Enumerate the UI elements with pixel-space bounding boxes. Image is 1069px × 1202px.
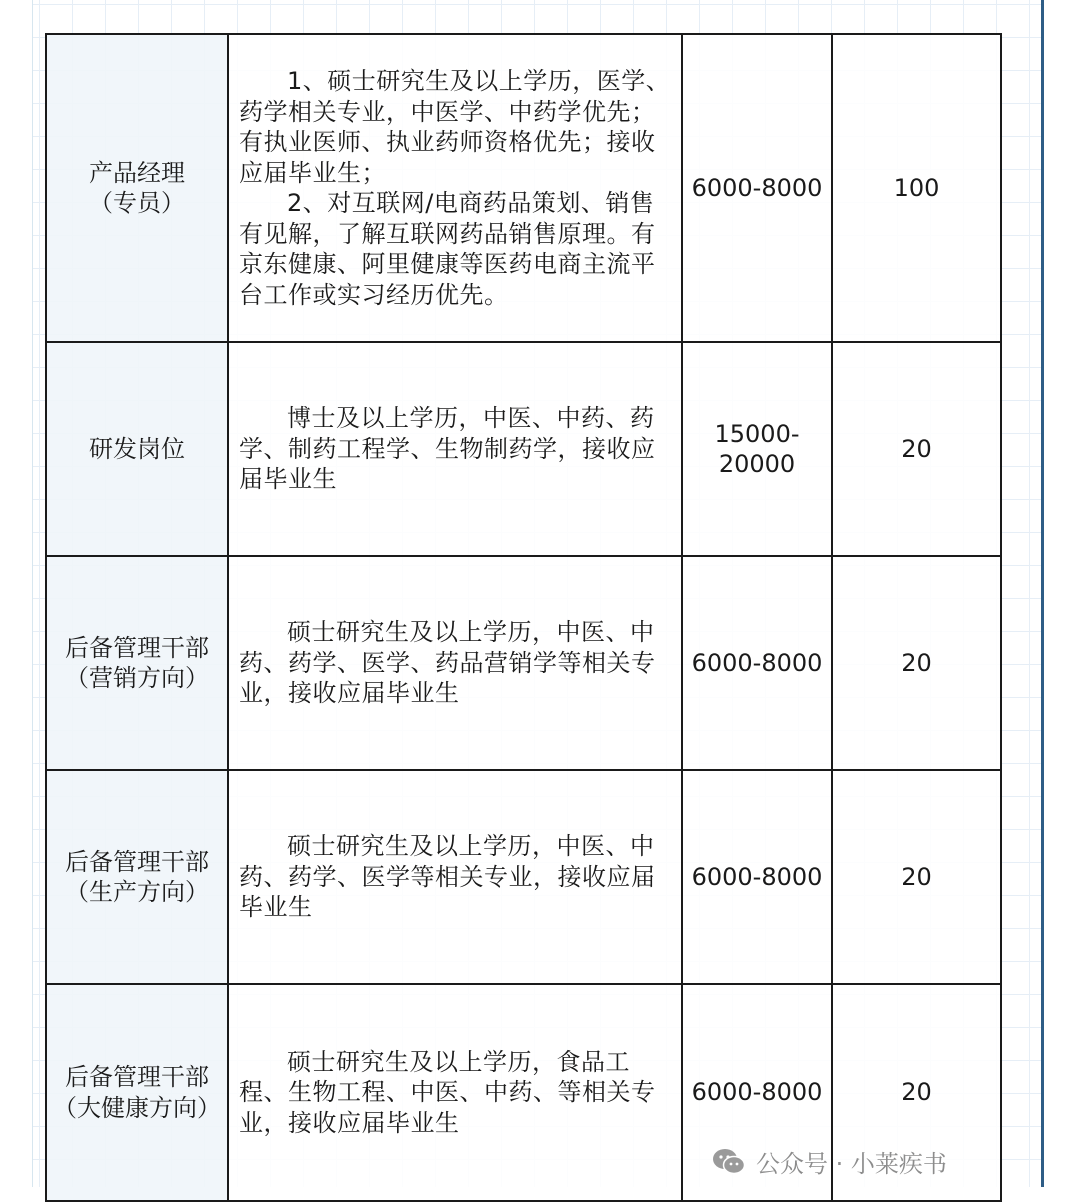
position-name: 后备管理干部 （营销方向）: [65, 633, 209, 692]
headcount-cell: 20: [832, 556, 1001, 770]
requirement-text: 硕士研究生及以上学历，中医、中药、药学、医学、药品营销学等相关专业，接收应届毕业生: [239, 618, 656, 708]
position-name: 研发岗位: [89, 434, 185, 463]
requirements-cell: [228, 34, 682, 342]
salary-cell: 6000-8000: [682, 984, 832, 1201]
position-cell: [46, 342, 228, 556]
requirements-cell: [228, 984, 682, 1201]
salary-cell: 6000-8000: [682, 770, 832, 984]
requirement-text: 博士及以上学历，中医、中药、药学、制药工程学、生物制药学，接收应届毕业生: [239, 404, 656, 494]
requirement-text: 2、对互联网/电商药品策划、销售有见解，了解互联网药品销售原理。有京东健康、阿里健康等医药电商主流平台工作或实习经历优先。: [239, 189, 656, 309]
salary-cell: 6000-8000: [682, 556, 832, 770]
position-name: 后备管理干部 （大健康方向）: [53, 1063, 221, 1122]
requirement-text: 1、硕士研究生及以上学历，医学、药学相关专业，中医学、中药学优先；有执业医师、执业药师资格优先；接收应届毕业生；: [239, 67, 671, 187]
watermark-text: 公众号 · 小莱疾书: [756, 1150, 947, 1178]
requirement-text: 硕士研究生及以上学历，中医、中药、药学、医学等相关专业，接收应届毕业生: [239, 832, 656, 922]
salary-cell: 6000-8000: [682, 34, 832, 342]
table-row: [46, 556, 1001, 770]
table-row: [46, 770, 1001, 984]
table-row: [46, 342, 1001, 556]
watermark: [712, 1144, 947, 1179]
position-cell: [46, 770, 228, 984]
headcount-cell: 20: [832, 342, 1001, 556]
requirement-text: 硕士研究生及以上学历，食品工程、生物工程、中医、中药、等相关专业，接收应届毕业生: [239, 1047, 656, 1137]
salary-cell: 15000-20000: [682, 342, 832, 556]
position-name: 产品经理 （专员）: [89, 158, 185, 217]
headcount-cell: 100: [832, 34, 1001, 342]
position-cell: [46, 34, 228, 342]
job-table: [45, 33, 1002, 1202]
position-cell: [46, 984, 228, 1201]
requirements-cell: [228, 342, 682, 556]
position-cell: [46, 556, 228, 770]
headcount-cell: 20: [832, 770, 1001, 984]
position-name: 后备管理干部 （生产方向）: [65, 847, 209, 906]
requirements-cell: [228, 770, 682, 984]
headcount-cell: 20: [832, 984, 1001, 1201]
requirements-cell: [228, 556, 682, 770]
table-row: [46, 34, 1001, 342]
wechat-icon: [712, 1147, 746, 1177]
